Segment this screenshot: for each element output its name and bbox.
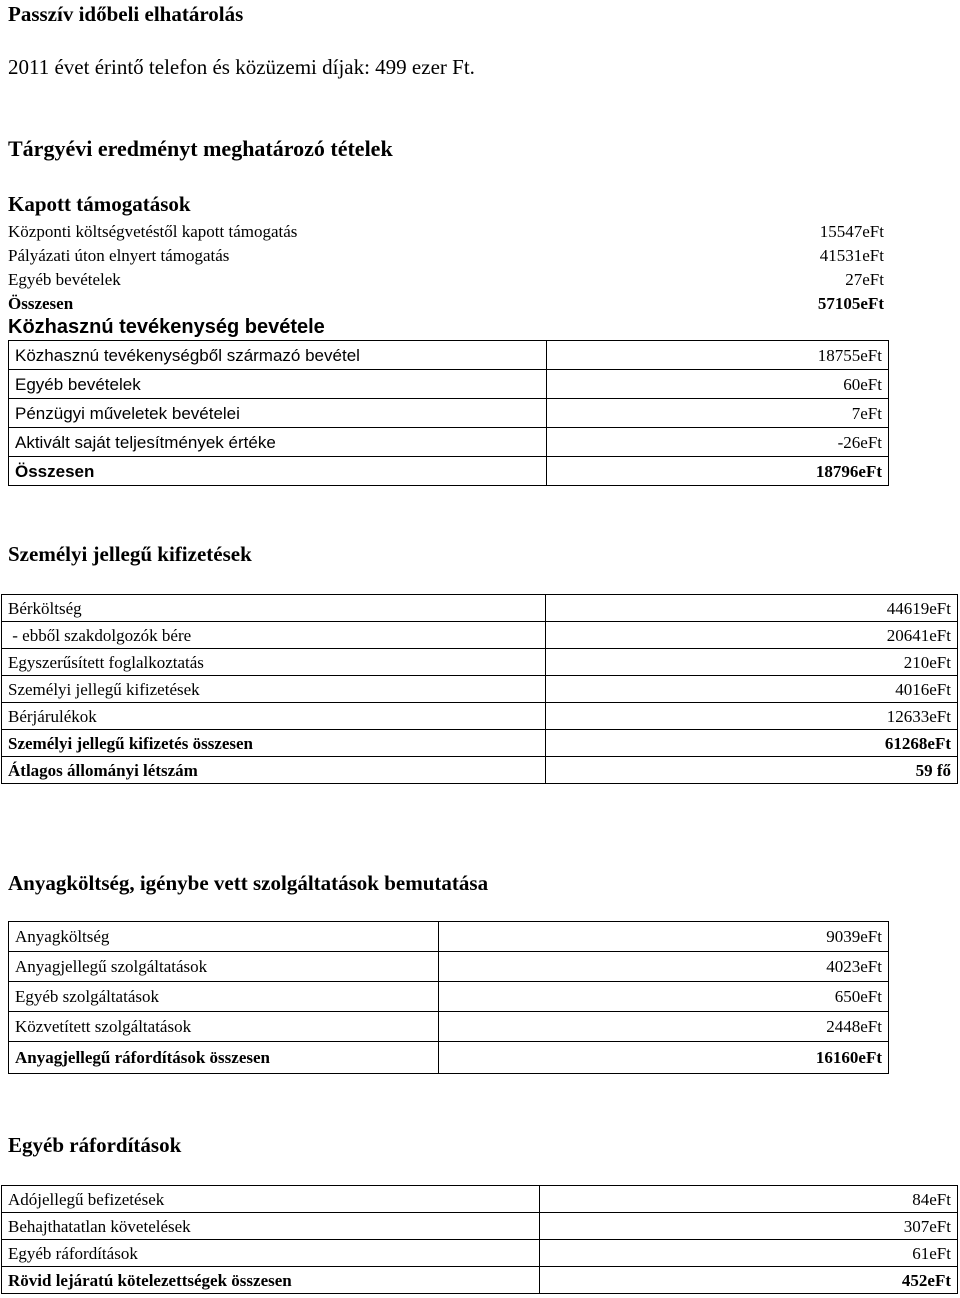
table-row [2, 757, 958, 784]
row-value: 4016eFt [545, 676, 957, 703]
row-label: Egyéb szolgáltatások [9, 982, 439, 1012]
row-value: 2448eFt [438, 1012, 888, 1042]
table-row [9, 370, 889, 399]
row-label: Központi költségvetéstől kapott támogatás [8, 221, 298, 241]
row-value: 57105eFt [817, 293, 884, 313]
row-value: 15547eFt [819, 221, 884, 241]
row-label: Egyéb bevételek [9, 370, 547, 399]
table-row [9, 922, 889, 952]
row-label: Behajthatatlan követelések [2, 1213, 540, 1240]
table-row [2, 703, 958, 730]
row-label: Egyszerűsített foglalkoztatás [2, 649, 546, 676]
table-row [2, 291, 890, 315]
row-label: Személyi jellegű kifizetések [2, 676, 546, 703]
table-row [2, 595, 958, 622]
targyevi-title: Tárgyévi eredményt meghatározó tételek [8, 136, 393, 161]
table-row [9, 399, 889, 428]
kozhasznu-title: Közhasznú tevékenység bevétele [8, 316, 325, 338]
row-value: 7eFt [546, 399, 888, 428]
row-value: -26eFt [546, 428, 888, 457]
row-label: Bérjárulékok [2, 703, 546, 730]
row-value: 18755eFt [546, 341, 888, 370]
row-value: 650eFt [438, 982, 888, 1012]
row-value: 84eFt [539, 1186, 957, 1213]
table-row [9, 1012, 889, 1042]
kozhasznu-table [8, 340, 889, 486]
egyeb-table [1, 1185, 958, 1294]
row-value: 59 fő [545, 757, 957, 784]
row-value: 41531eFt [819, 245, 884, 265]
table-row [2, 219, 890, 243]
row-value: 44619eFt [545, 595, 957, 622]
row-label: - ebből szakdolgozók bére [2, 622, 546, 649]
row-label: Adójellegű befizetések [2, 1186, 540, 1213]
anyag-title: Anyagköltség, igénybe vett szolgáltatások bemutatása [8, 871, 489, 895]
table-row [2, 649, 958, 676]
table-row [9, 1042, 889, 1074]
row-label: Közvetített szolgáltatások [9, 1012, 439, 1042]
row-value: 60eFt [546, 370, 888, 399]
row-label: Anyagjellegű ráfordítások összesen [9, 1042, 439, 1074]
egyeb-title: Egyéb ráfordítások [8, 1133, 182, 1157]
row-label: Egyéb ráfordítások [2, 1240, 540, 1267]
table-row [9, 952, 889, 982]
table-row [2, 243, 890, 267]
row-value: 20641eFt [545, 622, 957, 649]
row-value: 27eFt [845, 269, 884, 289]
table-row [2, 267, 890, 291]
szemelyi-title: Személyi jellegű kifizetések [8, 542, 252, 566]
table-row [2, 1267, 958, 1294]
kapott-table [2, 219, 890, 315]
row-value: 307eFt [539, 1213, 957, 1240]
row-value: 452eFt [539, 1267, 957, 1294]
table-row [9, 457, 889, 486]
anyag-table [8, 921, 889, 1074]
table-row [2, 730, 958, 757]
table-row [9, 341, 889, 370]
row-label: Aktivált saját teljesítmények értéke [9, 428, 547, 457]
row-value: 210eFt [545, 649, 957, 676]
row-value: 4023eFt [438, 952, 888, 982]
table-row [2, 676, 958, 703]
kapott-title: Kapott támogatások [8, 192, 191, 216]
row-label: Egyéb bevételek [8, 269, 121, 289]
table-row [2, 1240, 958, 1267]
szemelyi-table [1, 594, 958, 784]
row-label: Pályázati úton elnyert támogatás [8, 245, 230, 265]
row-value: 18796eFt [546, 457, 888, 486]
table-row [9, 982, 889, 1012]
row-label: Anyagköltség [9, 922, 439, 952]
table-row [2, 1186, 958, 1213]
row-label: Pénzügyi műveletek bevételei [9, 399, 547, 428]
row-label: Személyi jellegű kifizetés összesen [2, 730, 546, 757]
table-row [2, 1213, 958, 1240]
row-label: Anyagjellegű szolgáltatások [9, 952, 439, 982]
passziv-title: Passzív időbeli elhatárolás [8, 2, 244, 26]
passziv-text: 2011 évet érintő telefon és közüzemi díjak: 499 ezer Ft. [8, 55, 475, 79]
row-value: 9039eFt [438, 922, 888, 952]
row-label: Rövid lejáratú kötelezettségek összesen [2, 1267, 540, 1294]
row-label: Átlagos állományi létszám [2, 757, 546, 784]
row-value: 12633eFt [545, 703, 957, 730]
table-row [2, 622, 958, 649]
row-label: Közhasznú tevékenységből származó bevétel [9, 341, 547, 370]
row-value: 61eFt [539, 1240, 957, 1267]
row-value: 16160eFt [438, 1042, 888, 1074]
row-label: Bérköltség [2, 595, 546, 622]
table-row [9, 428, 889, 457]
row-label: Összesen [8, 293, 74, 313]
row-label: Összesen [9, 457, 547, 486]
row-value: 61268eFt [545, 730, 957, 757]
